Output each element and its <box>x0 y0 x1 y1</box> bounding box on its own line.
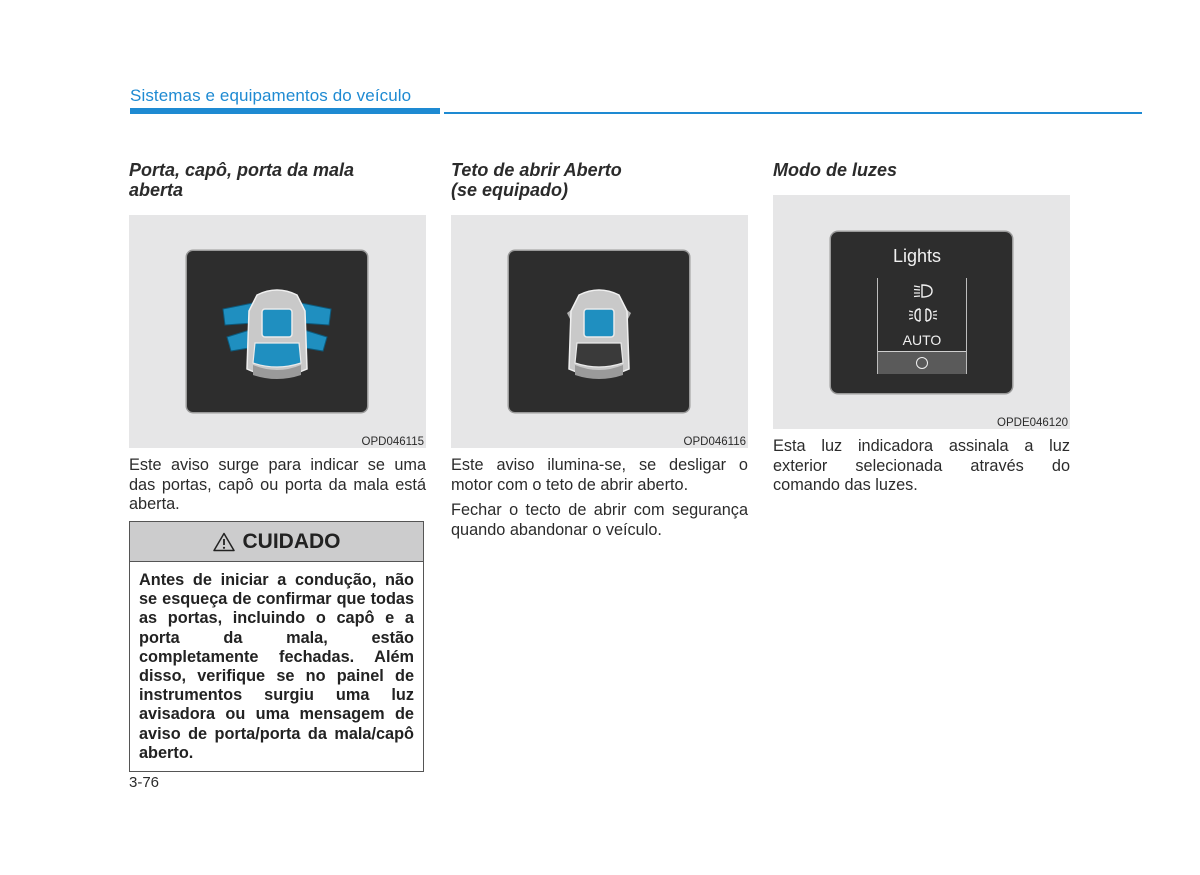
cluster-screen <box>187 251 367 412</box>
car-doors-open-icon <box>187 251 367 412</box>
section-title: Porta, capô, porta da mala aberta <box>129 160 355 200</box>
caution-box <box>129 521 424 772</box>
figure-doors-open <box>129 215 426 448</box>
off-circle-icon <box>916 357 928 369</box>
section-body: Este aviso surge para indicar se uma das portas, capô ou porta da mala está aberta. <box>129 456 426 513</box>
figure-code: OPDE046120 <box>997 417 1068 429</box>
figure-sunroof-open <box>451 215 748 448</box>
lights-panel-title: Lights <box>893 246 942 266</box>
cluster-screen <box>509 251 689 412</box>
caution-body: Antes de iniciar a condução, não se esqueça de confirmar que todas as portas, incluindo o capô e a porta da mala, estão completamente fechadas. Além disso, verifique se no painel de instrumentos surgiu uma luz avisadora ou uma mensagem de aviso de porta/porta da mala/capô aberto. <box>139 571 414 762</box>
section-title: Modo de luzes <box>773 160 898 180</box>
lights-off-option <box>878 351 966 374</box>
figure-lights-mode <box>773 195 1070 429</box>
page-number: 3-76 <box>129 774 160 791</box>
lights-auto-option: AUTO <box>902 332 942 348</box>
section-body: Esta luz indicadora assinala a luz exterior selecionada através do comando das luzes. <box>773 437 1070 494</box>
section-body-2: Fechar o tecto de abrir com segurança quando abandonar o veículo. <box>451 501 748 539</box>
section-title: Teto de abrir Aberto (se equipado) <box>451 160 622 200</box>
headlight-icon <box>912 283 934 299</box>
caution-title: CUIDADO <box>242 529 341 553</box>
lights-menu <box>877 278 967 374</box>
section-lights-mode <box>773 160 1070 496</box>
parking-light-icon <box>909 307 937 323</box>
figure-code: OPD046116 <box>683 436 746 448</box>
section-body: Este aviso ilumina-se, se desligar o motor com o teto de abrir aberto. <box>451 456 748 494</box>
warning-triangle-icon <box>213 532 235 552</box>
header-rule-thin <box>444 112 1142 114</box>
header-rule-thick <box>130 108 440 114</box>
car-sunroof-open-icon <box>509 251 689 412</box>
page-header-title: Sistemas e equipamentos do veículo <box>130 86 412 105</box>
figure-code: OPD046115 <box>361 436 424 448</box>
section-sunroof-open <box>451 160 748 540</box>
section-doors-open <box>129 160 426 515</box>
caution-header <box>130 522 423 562</box>
lights-mode-display <box>831 232 1012 393</box>
